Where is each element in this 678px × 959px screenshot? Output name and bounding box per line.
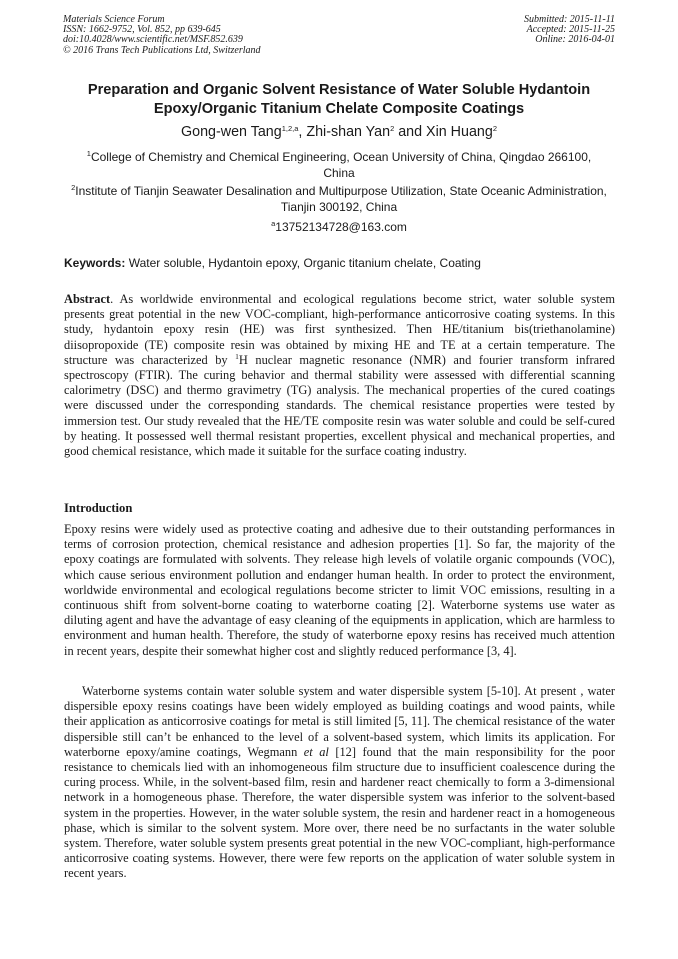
- abstract-label: Abstract: [64, 292, 111, 306]
- journal-copyright: © 2016 Trans Tech Publications Ltd, Switzerland: [63, 44, 261, 56]
- affiliation-text: Institute of Tianjin Seawater Desalination and Multipurpose Utilization, State Oceanic Administration, Tianjin 300192, China: [75, 184, 607, 214]
- intro-p2-part2: [12] found that the main responsibility for the poor resistance to chemicals lied with an inhomogeneous film structure due to insufficient coalescence during the curing process. While, in the solvent-based film, resin and hardener react chemically to form a 3-dimensional network in a homogeneous phase. Therefore, the water dispersible system was inferior to the solvent-based system in the properties. However, in the water soluble system, the resin and hardener react in a homogeneous phase, which is similar to the solvent system. More over, there need be no surfactants in the water soluble system. Therefore, water soluble system presents great potential in the new VOC-compliant, high-performance anticorrosive coating systems. However, there were few reports on the application of water soluble system in recent years.: [64, 744, 615, 881]
- keywords-text: Water soluble, Hydantoin epoxy, Organic titanium chelate, Coating: [128, 256, 481, 270]
- author-name: Gong-wen Tang: [181, 124, 282, 140]
- intro-p2-part1: Waterborne systems contain water soluble system and water dispersible system [5-10]. At present , water dispersible epoxy resins coatings have been widely employed as building coatings and wood paints, while their application as anticorrosive coatings for metal is still limited [5, 11]. The chemical resistance of the water dispersible still can’t be enhanced to the level of a solvent-based system, which limits its application. For waterborne epoxy/amine coatings, Wegmann: [64, 684, 615, 759]
- author-list: [40, 123, 638, 141]
- affiliation-1: [70, 150, 608, 181]
- journal-doi[interactable]: doi:10.4028/www.scientific.net/MSF.852.639: [63, 34, 243, 46]
- author-separator: and: [394, 124, 427, 140]
- affiliation-marker: 2: [71, 183, 76, 192]
- author-superscript: 2: [390, 124, 395, 133]
- affiliation-2: [70, 184, 608, 215]
- affiliation-text: College of Chemistry and Chemical Engineering, Ocean University of China, Qingdao 266100, China: [90, 150, 592, 180]
- author-name: Zhi-shan Yan: [306, 124, 391, 140]
- journal-name: Materials Science Forum: [63, 14, 165, 25]
- keywords-line: [64, 256, 624, 271]
- author-superscript: 2: [492, 124, 497, 133]
- email-address[interactable]: 13752134728@163.com: [275, 220, 407, 234]
- intro-paragraph-2: [64, 684, 615, 882]
- keywords-label: Keywords:: [64, 256, 126, 270]
- accepted-date: Accepted: 2015-11-25: [526, 24, 615, 36]
- author-email: [40, 220, 638, 235]
- submitted-date: Submitted: 2015-11-11: [523, 14, 615, 25]
- affiliation-marker: 1: [86, 149, 91, 158]
- nmr-superscript: 1: [235, 351, 239, 361]
- introduction-heading: Introduction: [64, 501, 133, 515]
- abstract-text-part1: . As worldwide environmental and ecological regulations become strict, water soluble system presents great potential in the new VOC-compliant, high-performance anticorrosive coating systems. In this study, hydantoin epoxy resin (HE) was first synthesized. Then HE/titanium bis(triethanolamine) diisopropoxide (TE) composite resin was obtained by mixing HE and TE at a certain temperature. The structure was characterized by: [64, 292, 615, 367]
- author-superscript: 1,2,a: [281, 124, 299, 133]
- online-date: Online: 2016-04-01: [535, 34, 615, 46]
- email-marker: a: [271, 219, 276, 228]
- paper-title: Preparation and Organic Solvent Resistance of Water Soluble Hydantoin Epoxy/Organic Titanium Chelate Composite Coatings: [87, 82, 591, 117]
- abstract-text-part2: H nuclear magnetic resonance (NMR) and fourier transform infrared spectroscopy (FTIR). The curing behavior and thermal stability were assessed with differential scanning calorimetry (DSC) and thermo gravimetry (TG) analysis. The mechanical properties of the cured coatings were discussed under the corresponding standards. The chemical resistance properties were tested by immersion test. Our study revealed that the HE/TE composite resin was water soluble and could be self-cured by heating. It possessed well thermal resistant properties, excellent physical and mechanical properties, and good chemical resistance, which made it suitable for the surface coating industry.: [64, 352, 615, 459]
- intro-p2-italic: et al: [303, 744, 329, 759]
- dates-block: [365, 15, 615, 46]
- journal-issn: ISSN: 1662-9752, Vol. 852, pp 639-645: [63, 24, 221, 36]
- author-separator: ,: [298, 124, 307, 140]
- journal-info-block: [63, 15, 363, 56]
- abstract-paragraph: [64, 292, 615, 459]
- intro-paragraph-1: Epoxy resins were widely used as protective coating and adhesive due to their outstanding performances in terms of corrosion protection, chemical resistance and adhesion properties [1]. So far, the majority of the epoxy coatings are formulated with solvents. They release high levels of volatile organic compounds (VOC), which cause serious environment pollution and endanger human health. In order to protect the environment, worldwide environmental and ecological regulations become stricter to limit VOC emissions, resulting in a continuous shift from solvent-borne coating to waterborne coating [2]. Waterborne systems use water as diluting agent and have the advantage of easy cleaning of the equipments in application, which are harmless to environment and human health. Therefore, the study of waterborne epoxy resins has received much attention in recent years, despite their somewhat higher cost and slightly reduced performance [3, 4].: [64, 522, 615, 658]
- author-name: Xin Huang: [426, 124, 493, 140]
